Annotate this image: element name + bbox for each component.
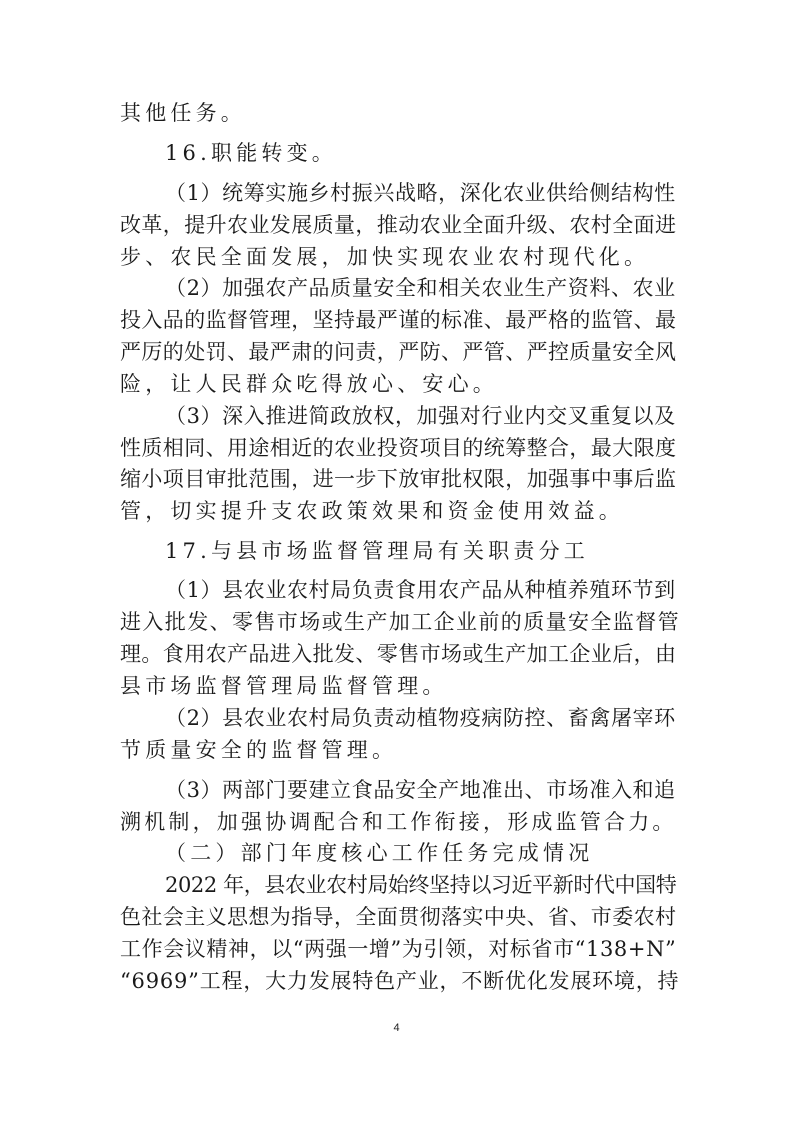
text-line: （3）两部门要建立食品安全产地准出、市场准入和追 — [165, 778, 676, 802]
text-line: （1）县农业农村局负责食用农产品从种植养殖环节到 — [165, 578, 676, 602]
text-line: 进入批发、零售市场或生产加工企业前的质量安全监督管 — [120, 610, 680, 634]
text-line: 性质相同、用途相近的农业投资项目的统筹整合，最大限度 — [120, 436, 677, 460]
text-line: 县市场监督管理局监督管理。 — [120, 674, 448, 698]
text-line: 节质量安全的监督管理。 — [120, 738, 398, 762]
text-line: 投入品的监督管理，坚持最严谨的标准、最严格的监管、最 — [120, 308, 677, 332]
text-line: （2）加强农产品质量安全和相关农业生产资料、农业 — [165, 276, 676, 300]
text-line: “6969”工程，大力发展特色产业，不断优化发展环境，持 — [120, 969, 680, 993]
text-line: 溯机制，加强协调配合和工作衔接，形成监管合力。 — [120, 810, 677, 834]
text-line: 缩小项目审批范围，进一步下放审批权限，加强事中事后监 — [120, 467, 677, 491]
text-line: （3）深入推进简政放权，加强对行业内交叉重复以及 — [165, 404, 676, 428]
text-line: 严厉的处罚、最严肃的问责，严防、严管、严控质量安全风 — [120, 340, 677, 364]
section-heading: （二）部门年度核心工作任务完成情况 — [165, 841, 594, 865]
section-heading: 16.职能转变。 — [165, 141, 337, 165]
text-line: 色社会主义思想为指导，全面贯彻落实中央、省、市委农村 — [120, 905, 677, 929]
text-line: （1）统筹实施乡村振兴战略，深化农业供给侧结构性 — [165, 181, 676, 205]
section-heading: 17.与县市场监督管理局有关职责分工 — [165, 539, 589, 563]
text-line: 管，切实提升支农政策效果和资金使用效益。 — [120, 499, 624, 523]
page-number: 4 — [393, 1022, 400, 1034]
text-line: 改革，提升农业发展质量，推动农业全面升级、农村全面进 — [120, 213, 677, 237]
text-line: 理。食用农产品进入批发、零售市场或生产加工企业后，由 — [120, 642, 677, 666]
text-line: 工作会议精神，以“两强一增”为引领，对标省市“138+N” — [120, 937, 677, 961]
text-line: （2）县农业农村局负责动植物疫病防控、畜禽屠宰环 — [165, 706, 676, 730]
text-line: 其他任务。 — [120, 101, 246, 125]
text-line: 险，让人民群众吃得放心、安心。 — [120, 372, 498, 396]
text-line: 2022 年，县农业农村局始终坚持以习近平新时代中国特 — [165, 873, 677, 897]
text-line: 步、农民全面发展，加快实现农业农村现代化。 — [120, 245, 650, 269]
